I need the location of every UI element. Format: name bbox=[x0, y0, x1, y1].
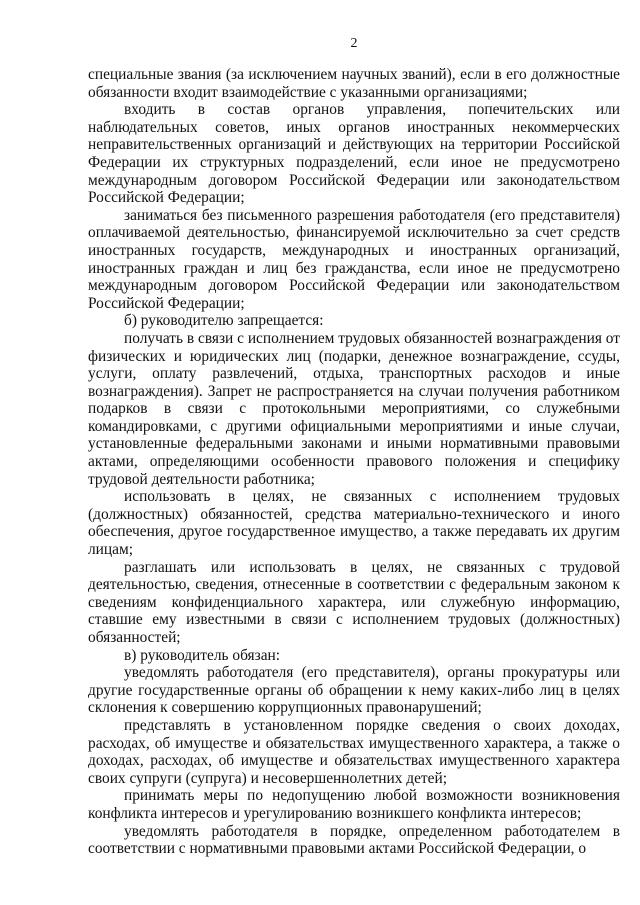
page-number: 2 bbox=[350, 36, 358, 51]
paragraph: специальные звания (за исключением научных званий), если в его должностные обязанности входит взаимодействие с указанными организациями; bbox=[88, 66, 620, 101]
section-heading: в) руководитель обязан: bbox=[124, 646, 281, 664]
paragraph: уведомлять работодателя (его представителя), органы прокуратуры или другие государственные органы об обращении к нему каких-либо лиц в целях склонения к совершению коррупционных правонарушений; bbox=[88, 664, 620, 717]
paragraph: принимать меры по недопущению любой возможности возникновения конфликта интересов и урегулированию возникшего конфликта интересов; bbox=[88, 787, 620, 822]
paragraph: заниматься без письменного разрешения работодателя (его представителя) оплачиваемой деятельностью, финансируемой исключительно за счет средств иностранных государств, международных и иностранных организаций, иностранных граждан и лиц без гражданства, если иное не предусмотрено международным договором Российской Федерации или законодательством Российской Федерации; bbox=[88, 206, 620, 312]
paragraph: уведомлять работодателя в порядке, определенном работодателем в соответствии с нормативными правовыми актами Российской Федерации, о bbox=[88, 822, 620, 858]
paragraph: входить в состав органов управления, попечительских или наблюдательных советов, иных органов иностранных некоммерческих неправительственных организаций и действующих на территории Российской Федерации их структурных подразделений, если иное не предусмотрено международным договором Российской Федерации или законодательством Российской Федерации; bbox=[88, 101, 620, 207]
paragraph: представлять в установленном порядке сведения о своих доходах, расходах, об имуществе и обязательствах имущественного характера, а также о доходах, расходах, об имуществе и обязательствах имущественного характера своих супруги (супруга) и несовершеннолетних детей; bbox=[88, 716, 620, 787]
paragraph: использовать в целях, не связанных с исполнением трудовых (должностных) обязанностей, средства материально-технического и иного обеспечения, другое государственное имущество, а также передавать их другим лицам; bbox=[88, 488, 620, 559]
paragraph: получать в связи с исполнением трудовых обязанностей вознаграждения от физических и юридических лиц (подарки, денежное вознаграждение, ссуды, услуги, оплату развлечений, отдыха, транспортных расходов и иные вознаграждения). Запрет не распространяется на случаи получения работником подарков в связи с протокольными мероприятиями, со служебными командировками, с другими официальными мероприятиями и иные случаи, установленные федеральными законами и иными нормативными правовыми актами, определяющими особенности правового положения и специфику трудовой деятельности работника; bbox=[88, 329, 620, 488]
document-body bbox=[88, 66, 620, 858]
section-heading: б) руководителю запрещается: bbox=[124, 312, 324, 330]
paragraph: разглашать или использовать в целях, не связанных с трудовой деятельностью, сведения, отнесенные в соответствии с федеральным законом к сведениям конфиденциального характера, или служебную информацию, ставшие ему известными в связи с исполнением трудовых (должностных) обязанностей; bbox=[88, 558, 620, 646]
